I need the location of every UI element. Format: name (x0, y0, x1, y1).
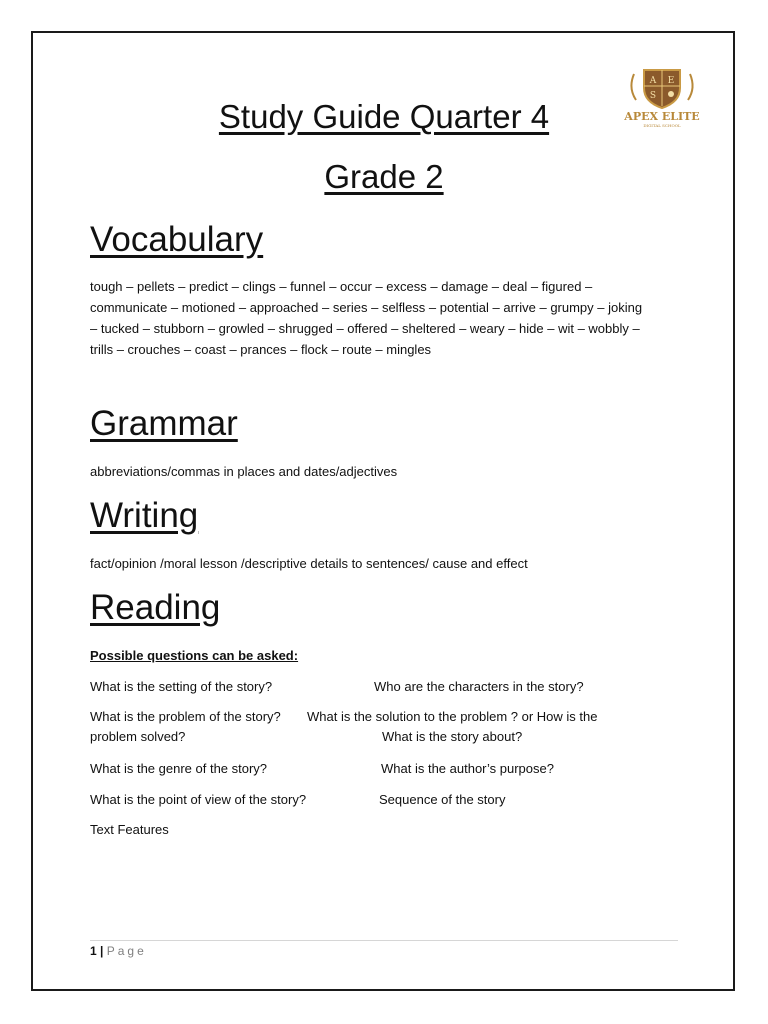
writing-heading: Writing (90, 496, 199, 535)
school-logo (612, 66, 712, 130)
vocabulary-line: trills – crouches – coast – prances – flock – route – mingles (90, 342, 432, 357)
footer-separator: | (100, 944, 104, 958)
question-text-features: Text Features (90, 822, 169, 837)
question-characters: Who are the characters in the story? (374, 679, 584, 694)
question-story-about: What is the story about? (382, 729, 523, 744)
question-problem: What is the problem of the story? (90, 709, 281, 724)
question-sequence: Sequence of the story (379, 792, 506, 807)
page-footer (90, 944, 147, 958)
questions-label: Possible questions can be asked: (90, 648, 299, 663)
question-genre: What is the genre of the story? (90, 761, 268, 776)
grammar-heading: Grammar (90, 404, 238, 443)
document-title: Study Guide Quarter 4 (218, 98, 550, 135)
writing-text: fact/opinion /moral lesson /descriptive details to sentences/ cause and effect (90, 556, 528, 571)
page-label: Page (106, 944, 147, 958)
question-solution-cont: problem solved? (90, 729, 186, 744)
question-point-of-view: What is the point of view of the story? (90, 792, 307, 807)
footer-divider (90, 940, 678, 941)
svg-text:E: E (667, 76, 675, 86)
vocabulary-line: communicate – motioned – approached – series – selfless – potential – arrive – grumpy – joking (90, 300, 643, 315)
reading-heading: Reading (90, 588, 221, 627)
svg-text:S: S (649, 91, 657, 101)
shield-logo-icon (612, 66, 712, 130)
page-number: 1 (90, 944, 97, 958)
question-setting: What is the setting of the story? (90, 679, 273, 694)
vocabulary-heading: Vocabulary (90, 220, 264, 259)
svg-text:DIGITAL SCHOOL: DIGITAL SCHOOL (643, 123, 681, 128)
question-solution: What is the solution to the problem ? or How is the (307, 709, 598, 724)
vocabulary-line: tough – pellets – predict – clings – funnel – occur – excess – damage – deal – figured – (90, 279, 593, 294)
svg-text:APEX ELITE: APEX ELITE (624, 110, 700, 123)
question-author-purpose: What is the author’s purpose? (381, 761, 554, 776)
vocabulary-list (90, 276, 690, 360)
grade-title: Grade 2 (324, 158, 444, 195)
grammar-text: abbreviations/commas in places and dates/adjectives (90, 464, 398, 479)
svg-text:A: A (649, 76, 657, 86)
vocabulary-line: – tucked – stubborn – growled – shrugged – offered – sheltered – weary – hide – wit – wobbly – (90, 321, 640, 336)
